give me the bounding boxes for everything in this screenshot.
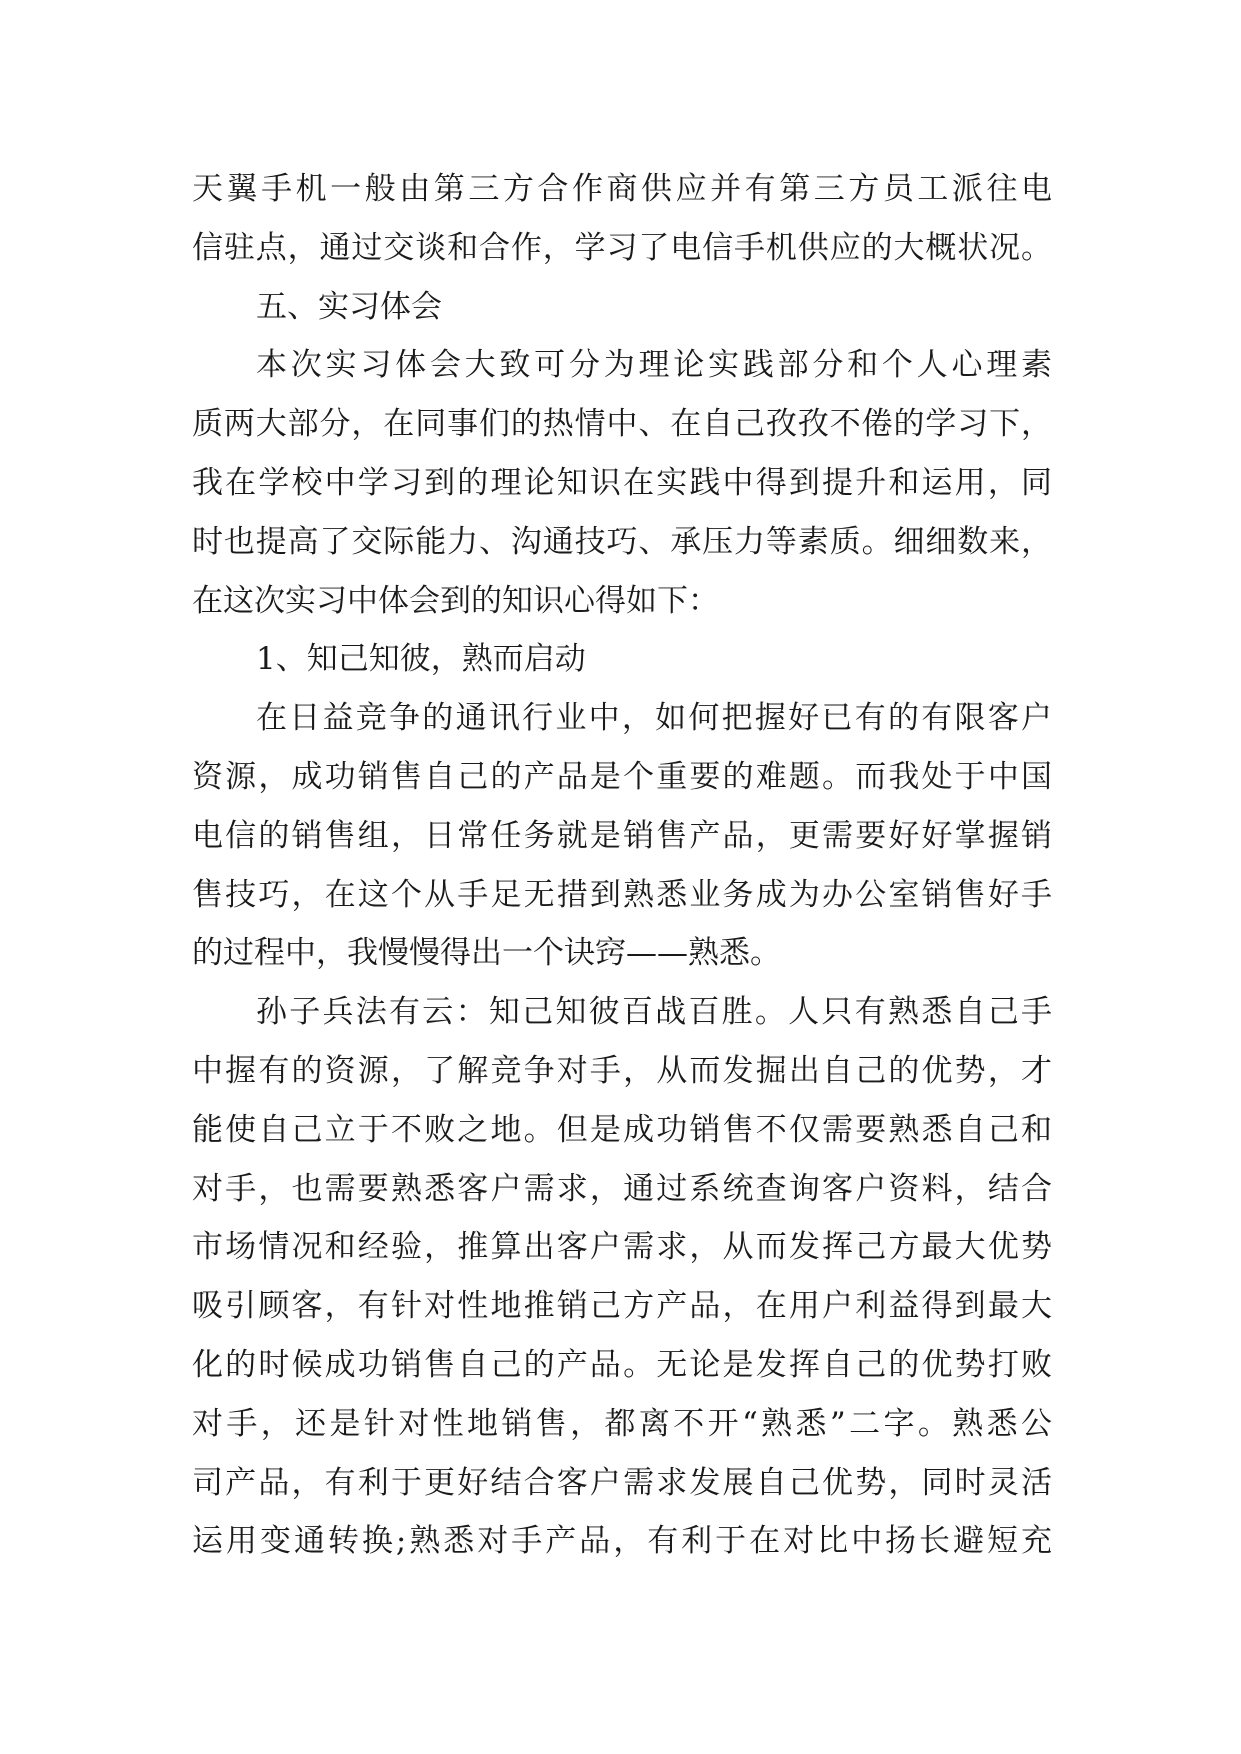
text-line: 司产品，有利于更好结合客户需求发展自己优势，同时灵活 [192, 1464, 1052, 1501]
text-line: 市场情况和经验，推算出客户需求，从而发挥己方最大优势 [192, 1229, 1052, 1266]
text-line: 对手，还是针对性地销售，都离不开“熟悉”二字。熟悉公 [192, 1405, 1052, 1442]
text-line: 我在学校中学习到的理论知识在实践中得到提升和运用，同 [192, 464, 1052, 501]
text-line: 能使自己立于不败之地。但是成功销售不仅需要熟悉自己和 [192, 1111, 1052, 1148]
text-line: 本次实习体会大致可分为理论实践部分和个人心理素 [256, 347, 1052, 384]
text-line: 在这次实习中体会到的知识心得如下： [192, 582, 719, 619]
text-line: 时也提高了交际能力、沟通技巧、承压力等素质。细细数来， [192, 523, 1052, 560]
subsection-heading: 1、知己知彼，熟而启动 [256, 641, 586, 678]
body-text [192, 160, 1052, 1571]
text-line: 信驻点，通过交谈和合作，学习了电信手机供应的大概状况。 [192, 229, 1052, 266]
section-heading: 五、实习体会 [256, 288, 442, 325]
text-line: 质两大部分，在同事们的热情中、在自己孜孜不倦的学习下， [192, 406, 1052, 443]
text-line: 售技巧，在这个从手足无措到熟悉业务成为办公室销售好手 [192, 876, 1052, 913]
text-line: 资源，成功销售自己的产品是个重要的难题。而我处于中国 [192, 758, 1052, 795]
text-line: 化的时候成功销售自己的产品。无论是发挥自己的优势打败 [192, 1346, 1052, 1383]
text-line: 的过程中，我慢慢得出一个诀窍——熟悉。 [192, 935, 781, 972]
text-line: 运用变通转换;熟悉对手产品，有利于在对比中扬长避短充 [192, 1523, 1052, 1560]
text-line: 吸引顾客，有针对性地推销己方产品，在用户利益得到最大 [192, 1288, 1052, 1325]
text-line: 对手，也需要熟悉客户需求，通过系统查询客户资料，结合 [192, 1170, 1052, 1207]
text-line: 天翼手机一般由第三方合作商供应并有第三方员工派往电 [192, 171, 1052, 207]
text-line: 电信的销售组，日常任务就是销售产品，更需要好好掌握销 [192, 817, 1052, 854]
text-line: 在日益竞争的通讯行业中，如何把握好已有的有限客户 [256, 700, 1052, 737]
text-line: 中握有的资源，了解竞争对手，从而发掘出自己的优势，才 [192, 1052, 1052, 1089]
text-line: 孙子兵法有云：知己知彼百战百胜。人只有熟悉自己手 [256, 994, 1052, 1031]
